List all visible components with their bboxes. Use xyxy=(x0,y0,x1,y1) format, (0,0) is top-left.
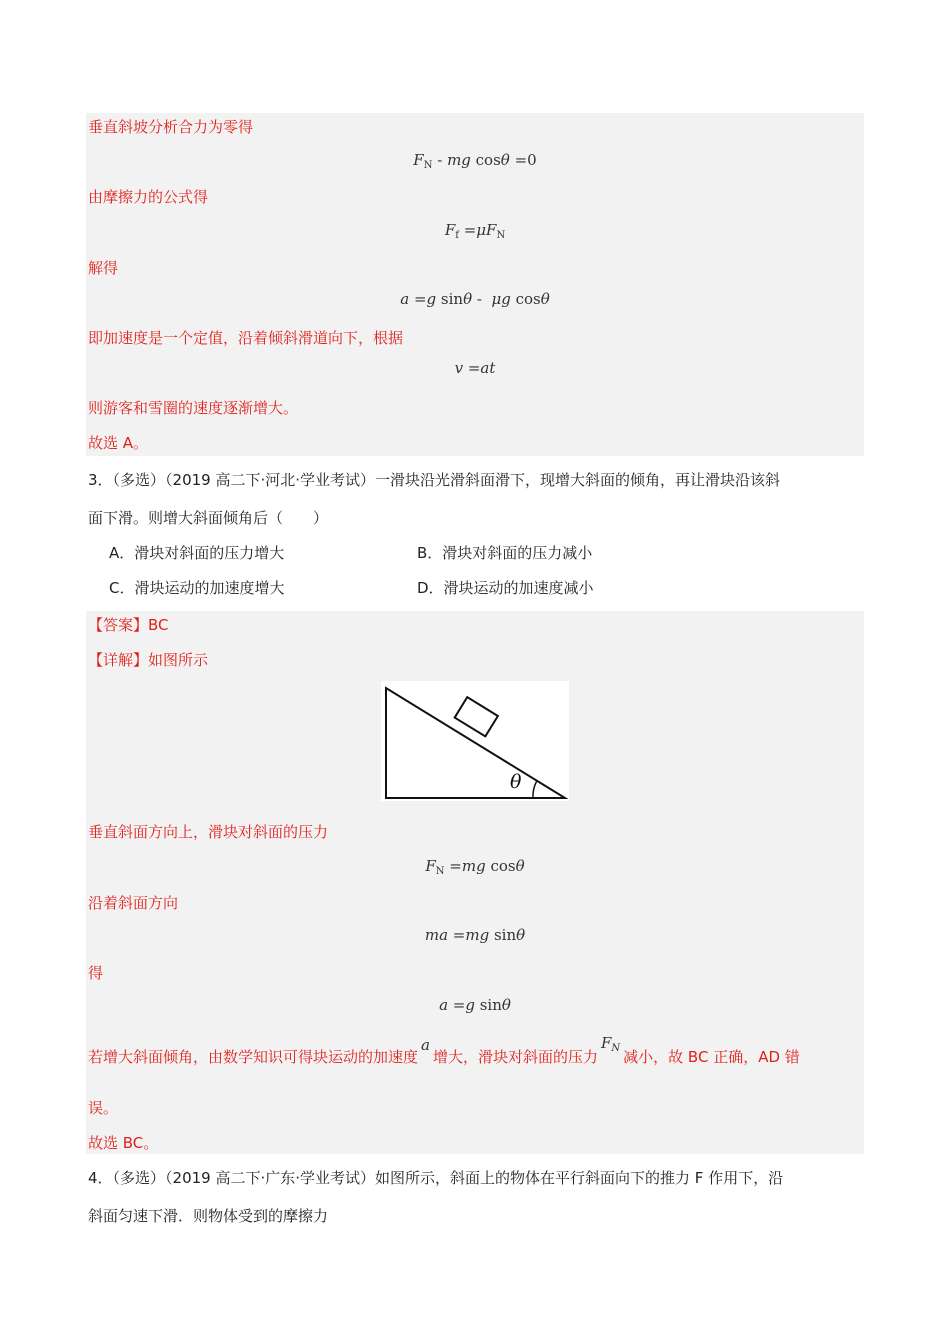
text-perpendicular-slope: 垂直斜坡分析合力为零得 xyxy=(88,118,254,136)
text-solve: 解得 xyxy=(88,259,119,277)
theta-label: θ xyxy=(510,771,522,793)
answer-label: 【答案】BC xyxy=(88,616,169,634)
detail-label: 【详解】如图所示 xyxy=(88,651,209,669)
equation-normal-force: $F_N =mg$ cosθ xyxy=(425,857,525,877)
incline-figure xyxy=(381,681,569,801)
equation-newton: ma =mg sinθ xyxy=(424,926,526,944)
text-friction-formula: 由摩擦力的公式得 xyxy=(88,188,209,206)
symbol-fn: $F_N$ xyxy=(600,1034,621,1054)
symbol-a: a xyxy=(421,1036,430,1054)
question-4-line1: 4．（多选）（2019 高二下·广东·学业考试）如图所示，斜面上的物体在平行斜面向下的推力 F 作用下，沿 xyxy=(88,1169,784,1187)
question-3-line2: 面下滑。则增大斜面倾角后（ ） xyxy=(88,509,329,527)
option-c: C．滑块运动的加速度增大 xyxy=(109,579,285,597)
text-normal-direction: 垂直斜面方向上，滑块对斜面的压力 xyxy=(88,823,329,841)
option-d: D．滑块运动的加速度减小 xyxy=(417,579,594,597)
angle-arc xyxy=(533,782,537,799)
text-choose-a: 故选 A。 xyxy=(88,434,149,452)
equation-acceleration: a =g sinθ - μg cosθ xyxy=(400,290,550,308)
block-on-incline xyxy=(455,697,498,736)
text-constant-acceleration: 即加速度是一个定值，沿着倾斜滑道向下，根据 xyxy=(88,329,404,347)
equation-velocity: v =at xyxy=(454,359,496,377)
text-choose-bc: 故选 BC。 xyxy=(88,1134,159,1152)
question-3-line1: 3．（多选）（2019 高二下·河北·学业考试）一滑块沿光滑斜面滑下，现增大斜面的倾角，再让滑块沿该斜 xyxy=(88,471,781,489)
text-wrong: 误。 xyxy=(88,1099,119,1117)
text-conclusion: 若增大斜面倾角，由数学知识可得块运动的加速度a增大，滑块对斜面的压力$F_N$ 减小，故 BC 正确，AD 错 xyxy=(88,1034,800,1066)
question-4-line2: 斜面匀速下滑．则物体受到的摩擦力 xyxy=(88,1207,329,1225)
equation-acceleration-frictionless: a =g sinθ xyxy=(439,996,511,1014)
option-a: A．滑块对斜面的压力增大 xyxy=(109,544,285,562)
option-b: B．滑块对斜面的压力减小 xyxy=(417,544,593,562)
text-get: 得 xyxy=(88,964,104,982)
equation-normal-force-balance: $F_N$ - mg cosθ =0 xyxy=(413,151,537,171)
equation-friction: $F_f =\mu F_N$ xyxy=(444,221,506,241)
text-along-slope: 沿着斜面方向 xyxy=(88,894,179,912)
incline-diagram xyxy=(381,681,569,801)
text-speed-increases: 则游客和雪圈的速度逐渐增大。 xyxy=(88,399,299,417)
